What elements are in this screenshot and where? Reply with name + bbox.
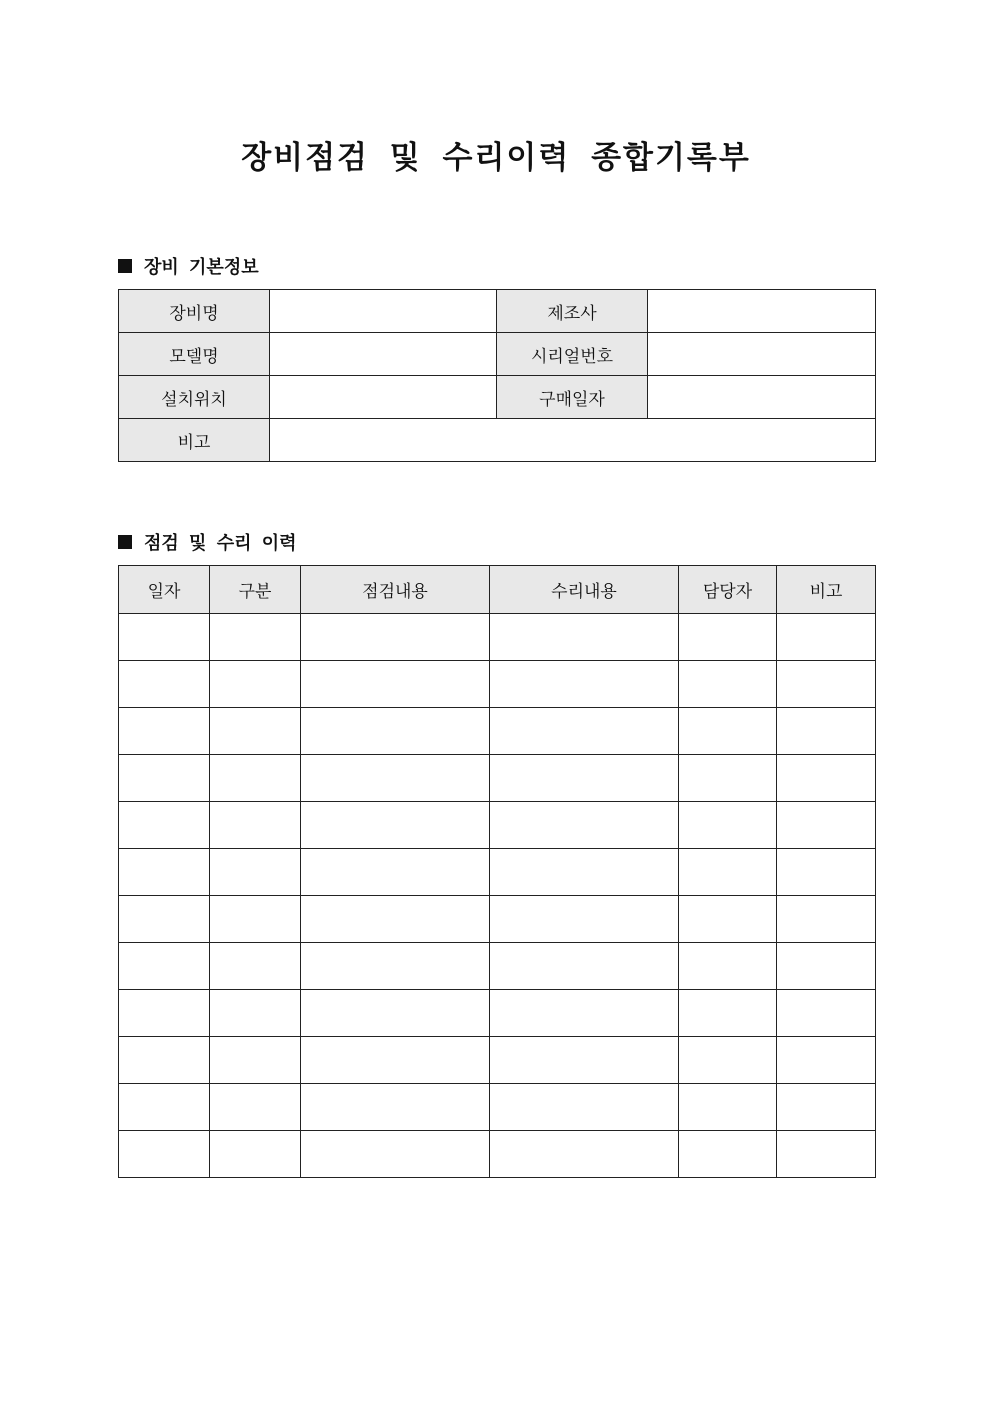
column-header-repair-details: 수리내용 (490, 566, 679, 614)
serial-number-label: 시리얼번호 (497, 333, 648, 376)
install-location-field[interactable] (270, 376, 497, 419)
history-table (118, 565, 876, 1178)
square-bullet-icon (118, 535, 132, 549)
table-row (119, 802, 876, 849)
type-cell[interactable] (210, 802, 301, 849)
person-in-charge-cell[interactable] (679, 1037, 777, 1084)
repair-details-cell[interactable] (490, 1131, 679, 1178)
repair-details-cell[interactable] (490, 708, 679, 755)
person-in-charge-cell[interactable] (679, 1084, 777, 1131)
table-row (119, 990, 876, 1037)
date-cell[interactable] (119, 708, 210, 755)
repair-details-cell[interactable] (490, 1084, 679, 1131)
table-row (119, 376, 876, 419)
person-in-charge-cell[interactable] (679, 802, 777, 849)
remarks-cell[interactable] (777, 755, 876, 802)
repair-details-cell[interactable] (490, 943, 679, 990)
type-cell[interactable] (210, 1084, 301, 1131)
table-row (119, 849, 876, 896)
inspection-details-cell[interactable] (301, 708, 490, 755)
remarks-cell[interactable] (777, 1084, 876, 1131)
inspection-details-cell[interactable] (301, 614, 490, 661)
table-row (119, 943, 876, 990)
person-in-charge-cell[interactable] (679, 849, 777, 896)
person-in-charge-cell[interactable] (679, 1131, 777, 1178)
history-table-body (119, 614, 876, 1178)
inspection-details-cell[interactable] (301, 990, 490, 1037)
table-row (119, 290, 876, 333)
date-cell[interactable] (119, 1084, 210, 1131)
purchase-date-field[interactable] (648, 376, 876, 419)
inspection-details-cell[interactable] (301, 1131, 490, 1178)
inspection-details-cell[interactable] (301, 802, 490, 849)
install-location-label: 설치위치 (119, 376, 270, 419)
date-cell[interactable] (119, 849, 210, 896)
inspection-details-cell[interactable] (301, 943, 490, 990)
remarks-cell[interactable] (777, 990, 876, 1037)
repair-details-cell[interactable] (490, 614, 679, 661)
section-heading-basic-info (118, 253, 259, 279)
type-cell[interactable] (210, 661, 301, 708)
table-row (119, 708, 876, 755)
repair-details-cell[interactable] (490, 1037, 679, 1084)
date-cell[interactable] (119, 614, 210, 661)
table-row (119, 755, 876, 802)
date-cell[interactable] (119, 1131, 210, 1178)
type-cell[interactable] (210, 849, 301, 896)
section-heading-label: 점검 및 수리 이력 (144, 533, 297, 554)
type-cell[interactable] (210, 755, 301, 802)
table-row (119, 896, 876, 943)
inspection-details-cell[interactable] (301, 755, 490, 802)
inspection-details-cell[interactable] (301, 1084, 490, 1131)
column-header-inspection-details: 점검내용 (301, 566, 490, 614)
date-cell[interactable] (119, 1037, 210, 1084)
remarks-cell[interactable] (777, 708, 876, 755)
column-header-type: 구분 (210, 566, 301, 614)
remarks-cell[interactable] (777, 614, 876, 661)
column-header-date: 일자 (119, 566, 210, 614)
date-cell[interactable] (119, 802, 210, 849)
date-cell[interactable] (119, 896, 210, 943)
person-in-charge-cell[interactable] (679, 896, 777, 943)
type-cell[interactable] (210, 1131, 301, 1178)
table-header-row (119, 566, 876, 614)
square-bullet-icon (118, 259, 132, 273)
remarks-cell[interactable] (777, 1037, 876, 1084)
date-cell[interactable] (119, 990, 210, 1037)
basic-info-table (118, 289, 876, 462)
model-label: 모델명 (119, 333, 270, 376)
section-heading-history (118, 529, 297, 555)
remarks-cell[interactable] (777, 802, 876, 849)
type-cell[interactable] (210, 943, 301, 990)
person-in-charge-cell[interactable] (679, 708, 777, 755)
inspection-details-cell[interactable] (301, 661, 490, 708)
repair-details-cell[interactable] (490, 755, 679, 802)
remarks-cell[interactable] (777, 849, 876, 896)
repair-details-cell[interactable] (490, 802, 679, 849)
section-heading-label: 장비 기본정보 (144, 257, 259, 278)
remarks-label: 비고 (119, 419, 270, 462)
inspection-details-cell[interactable] (301, 896, 490, 943)
date-cell[interactable] (119, 661, 210, 708)
table-row (119, 419, 876, 462)
repair-details-cell[interactable] (490, 849, 679, 896)
remarks-cell[interactable] (777, 661, 876, 708)
type-cell[interactable] (210, 708, 301, 755)
remarks-cell[interactable] (777, 1131, 876, 1178)
table-row (119, 333, 876, 376)
table-row (119, 1084, 876, 1131)
type-cell[interactable] (210, 896, 301, 943)
type-cell[interactable] (210, 1037, 301, 1084)
type-cell[interactable] (210, 614, 301, 661)
person-in-charge-cell[interactable] (679, 990, 777, 1037)
purchase-date-label: 구매일자 (497, 376, 648, 419)
manufacturer-field[interactable] (648, 290, 876, 333)
person-in-charge-cell[interactable] (679, 661, 777, 708)
table-row (119, 661, 876, 708)
type-cell[interactable] (210, 990, 301, 1037)
column-header-person-in-charge: 담당자 (679, 566, 777, 614)
repair-details-cell[interactable] (490, 661, 679, 708)
equipment-name-field[interactable] (270, 290, 497, 333)
remarks-field[interactable] (270, 419, 876, 462)
manufacturer-label: 제조사 (497, 290, 648, 333)
inspection-details-cell[interactable] (301, 1037, 490, 1084)
person-in-charge-cell[interactable] (679, 943, 777, 990)
equipment-name-label: 장비명 (119, 290, 270, 333)
table-row (119, 614, 876, 661)
model-field[interactable] (270, 333, 497, 376)
table-row (119, 1131, 876, 1178)
repair-details-cell[interactable] (490, 896, 679, 943)
person-in-charge-cell[interactable] (679, 614, 777, 661)
remarks-cell[interactable] (777, 896, 876, 943)
date-cell[interactable] (119, 755, 210, 802)
person-in-charge-cell[interactable] (679, 755, 777, 802)
serial-number-field[interactable] (648, 333, 876, 376)
inspection-details-cell[interactable] (301, 849, 490, 896)
table-row (119, 1037, 876, 1084)
remarks-cell[interactable] (777, 943, 876, 990)
date-cell[interactable] (119, 943, 210, 990)
column-header-remarks: 비고 (777, 566, 876, 614)
repair-details-cell[interactable] (490, 990, 679, 1037)
document-title: 장비점검 및 수리이력 종합기록부 (241, 140, 751, 176)
